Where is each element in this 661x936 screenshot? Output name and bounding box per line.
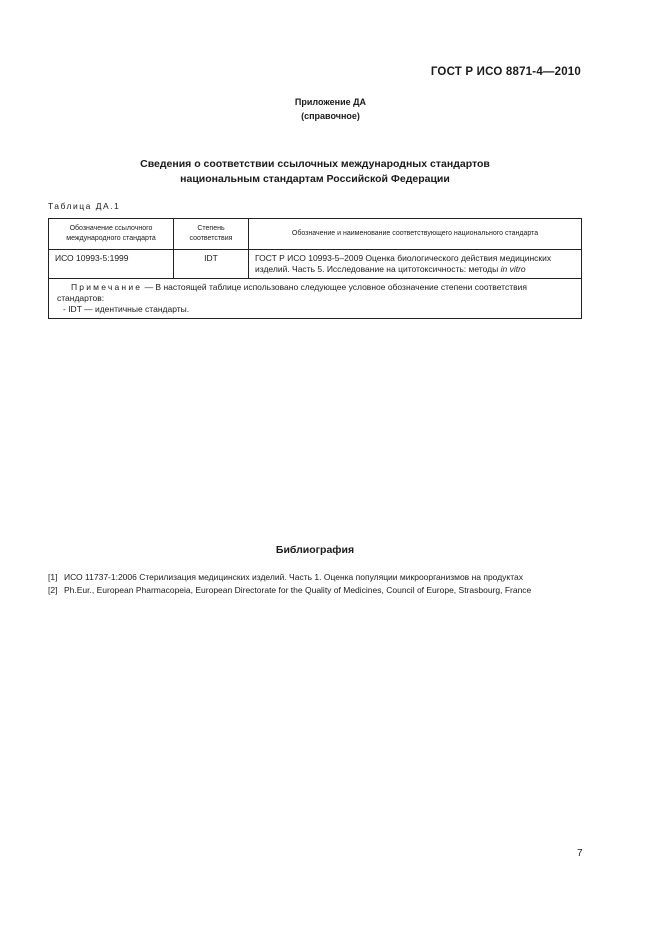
appendix-subtitle: (справочное) <box>301 111 360 121</box>
bib-number: [1] <box>48 572 58 582</box>
cell-degree: IDT <box>174 250 249 279</box>
cell-national-standard <box>249 250 582 279</box>
national-standard-italic: in vitro <box>500 264 526 274</box>
standards-table <box>48 218 582 319</box>
page-number: 7 <box>577 848 583 859</box>
appendix-title: Приложение ДА <box>294 97 367 107</box>
table-row <box>49 250 582 279</box>
note-item: - IDT — идентичные стандарты. <box>63 304 190 314</box>
table-header-row <box>49 219 582 250</box>
list-item <box>48 584 582 596</box>
note-text: — В настоящей таблице использовано следующее условное обозначение степени соответствия стандартов: <box>57 282 527 303</box>
bibliography-list <box>48 571 582 597</box>
document-id: ГОСТ Р ИСО 8871-4—2010 <box>430 66 581 78</box>
table-note <box>49 279 582 319</box>
list-item <box>48 571 582 583</box>
national-standard-text: ГОСТ Р ИСО 10993-5–2009 Оценка биологического действия медицинских изделий. Часть 5. Исследование на цитотоксичность: методы <box>255 253 552 274</box>
header-national-standard: Обозначение и наименование соответствующего национального стандарта <box>249 219 582 250</box>
bibliography-title: Библиография <box>275 544 355 556</box>
note-label: Примечание <box>71 282 143 292</box>
header-intl-standard: Обозначение ссылочного международного стандарта <box>49 219 174 250</box>
table-note-row <box>49 279 582 319</box>
section-title-line1: Сведения о соответствии ссылочных международных стандартов <box>140 158 490 170</box>
cell-intl-standard: ИСО 10993-5:1999 <box>49 250 174 279</box>
bib-text: ИСО 11737-1:2006 Стерилизация медицинских изделий. Часть 1. Оценка популяции микроорганизмов на продуктах <box>64 572 524 582</box>
table-caption: Таблица ДА.1 <box>48 201 121 211</box>
appendix-heading <box>0 95 661 123</box>
section-title <box>0 157 630 187</box>
bib-text: Ph.Eur., European Pharmacopeia, European Directorate for the Quality of Medicines, Council of Europe, Strasbourg, France <box>64 585 532 595</box>
bib-number: [2] <box>48 585 58 595</box>
section-title-line2: национальным стандартам Российской Федерации <box>180 173 450 185</box>
header-degree: Степень соответствия <box>174 219 249 250</box>
